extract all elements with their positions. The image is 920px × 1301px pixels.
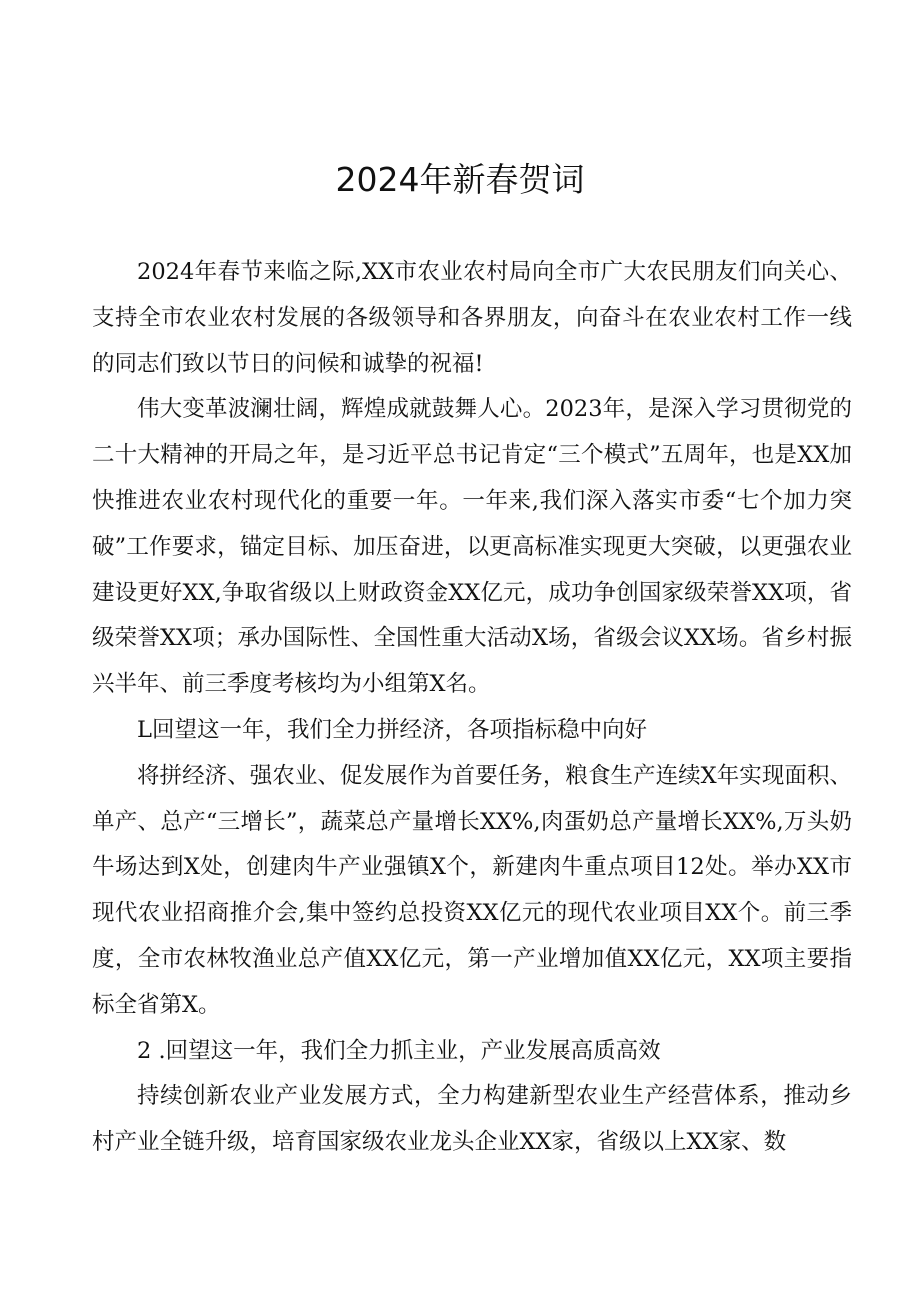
paragraph: 将拼经济、强农业、促发展作为首要任务，粮食生产连续X年实现面积、单产、总产“三增长”，蔬菜总产量增长XX%,肉蛋奶总产量增长XX%,万头奶牛场达到X处，创建肉牛产业强镇X个，新建肉牛重点项目12处。举办XX市现代农业招商推介会,集中签约总投资XX亿元的现代农业项目XX个。前三季度，全市农林牧渔业总产值XX亿元，第一产业增加值XX亿元，XX项主要指标全省第X。 xyxy=(92,762,852,1018)
paragraph: 伟大变革波澜壮阔，辉煌成就鼓舞人心。2023年，是深入学习贯彻党的二十大精神的开局之年，是习近平总书记肯定“三个模式”五周年，也是XX加快推进农业农村现代化的重要一年。一年来,我们深入落实市委“七个加力突破”工作要求，锚定目标、加压奋进，以更高标准实现更大突破，以更强农业建设更好XX,争取省级以上财政资金XX亿元，成功争创国家级荣誉XX项，省级荣誉XX项；承办国际性、全国性重大活动X场，省级会议XX场。省乡村振兴半年、前三季度考核均为小组第X名。 xyxy=(92,396,852,698)
document-body xyxy=(92,250,852,1166)
paragraph: 2024年春节来临之际,XX市农业农村局向全市广大农民朋友们向关心、支持全市农业农村发展的各级领导和各界朋友，向奋斗在农业农村工作一线的同志们致以节日的问候和诚挚的祝福! xyxy=(92,259,852,377)
document-title: 2024年新春贺词 xyxy=(335,160,585,199)
section-heading: 2 .回望这一年，我们全力抓主业，产业发展高质高效 xyxy=(137,1037,661,1064)
paragraph: 持续创新农业产业发展方式，全力构建新型农业生产经营体系，推动乡村产业全链升级，培育国家级农业龙头企业XX家，省级以上XX家、数 xyxy=(92,1083,852,1156)
section-heading: L回望这一年，我们全力拼经济，各项指标稳中向好 xyxy=(137,716,647,743)
